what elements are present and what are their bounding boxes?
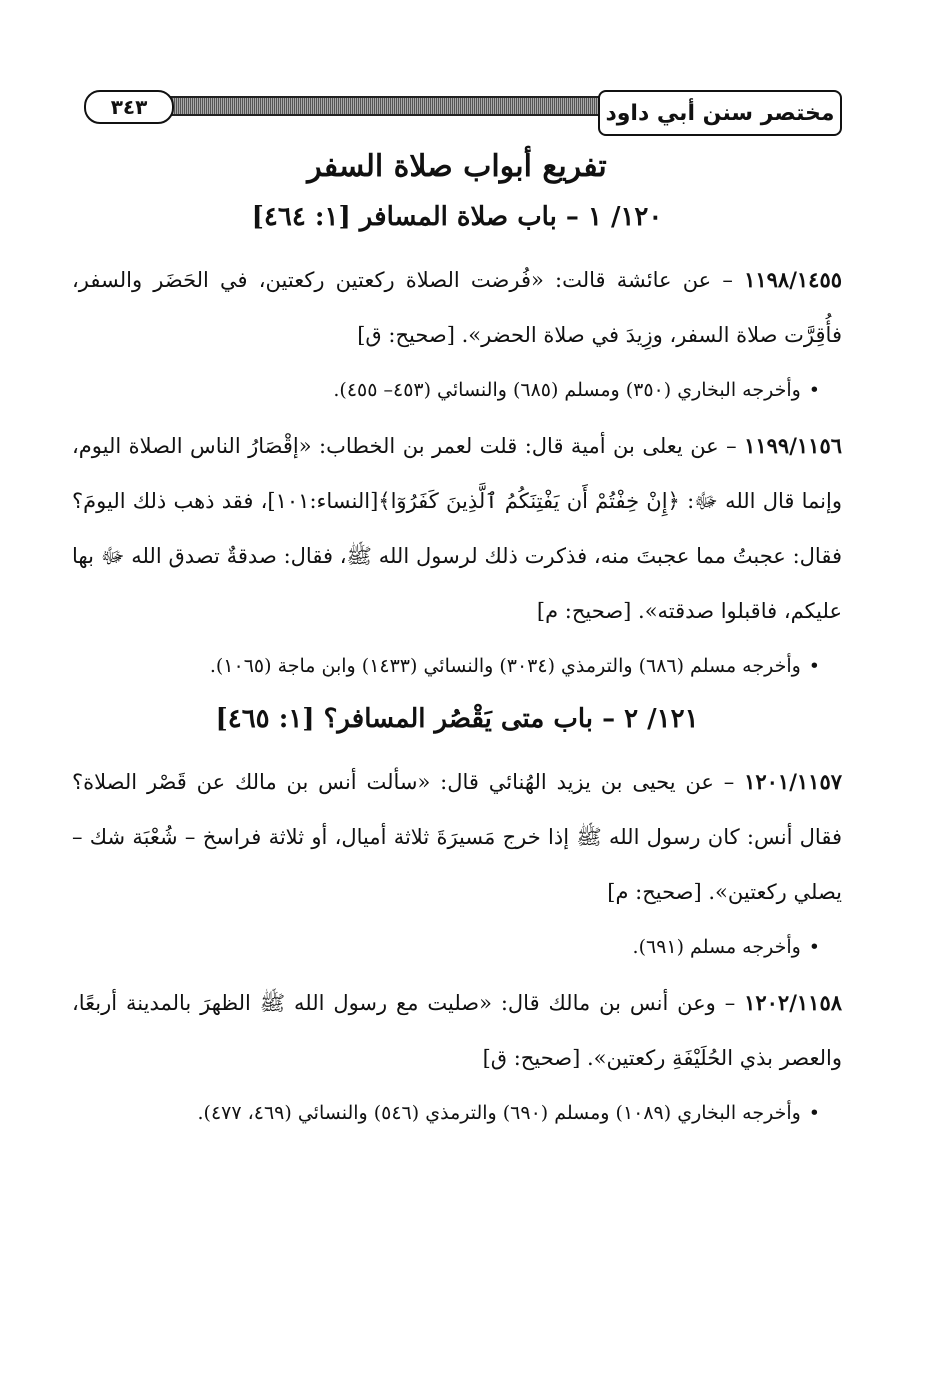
hadith-entry — [72, 252, 842, 363]
hadith-text: – وعن أنس بن مالك قال: «صليت مع رسول الله ﷺ الظهرَ بالمدينة أربعًا، والعصر بذي الحُلَيْفَةِ ركعتين». [صحيح: ق] — [72, 991, 842, 1070]
chapter-heading: ١٢٠/ ١ – باب صلاة المسافر [١: ٤٦٤] — [251, 202, 663, 232]
hadith-number: ١٢٠٢/١١٥٨ — [744, 990, 842, 1015]
hadith-entry — [72, 975, 842, 1086]
takhrij-note: • وأخرجه البخاري (٣٥٠) ومسلم (٦٨٥) والنسائي (٤٥٣– ٤٥٥). — [72, 363, 820, 418]
takhrij-note: • وأخرجه مسلم (٦٨٦) والترمذي (٣٠٣٤) والنسائي (١٤٣٣) وابن ماجة (١٠٦٥). — [72, 639, 820, 694]
book-title: مختصر سنن أبي داود — [598, 90, 842, 136]
takhrij-note: • وأخرجه البخاري (١٠٨٩) ومسلم (٦٩٠) والترمذي (٥٤٦) والنسائي (٤٦٩، ٤٧٧). — [72, 1086, 820, 1141]
hadith-number: ١١٩٨/١٤٥٥ — [744, 267, 842, 292]
page-content — [72, 145, 842, 1141]
hadith-text: – عن يعلى بن أمية قال: قلت لعمر بن الخطاب: «إقْصَارُ الناس الصلاة اليوم، وإنما قال الله ﷻ: ﴿إِنْ خِفْتُمْ أَن يَفْتِنَكُمُ ٱلَّذِينَ كَفَرُوٓا﴾[النساء:١٠١]، فقد ذهب ذلك اليومَ؟ فقال: عجبتُ مما عجبتَ منه، فذكرت ذلك لرسول الله ﷺ، فقال: صدقةٌ تصدق الله ﷻ بها عليكم، فاقبلوا صدقته». [صحيح: م] — [72, 434, 843, 623]
hadith-number: ١٢٠١/١١٥٧ — [744, 769, 842, 794]
chapter-heading: ١٢١/ ٢ – باب متى يَقْصُر المسافر؟ [١: ٤٦٥] — [215, 704, 699, 734]
takhrij-note: • وأخرجه مسلم (٦٩١). — [72, 920, 820, 975]
hadith-entry — [72, 418, 842, 639]
main-title: تفريع أبواب صلاة السفر — [307, 149, 607, 184]
hadith-text: – عن يحيى بن يزيد الهُنائي قال: «سألت أنس بن مالك عن قَصْر الصلاة؟ فقال أنس: كان رسول الله ﷺ إذا خرج مَسيرَةَ ثلاثة أميال، أو ثلاثة فراسخ – شُعْبَة شك – يصلي ركعتين». [صحيح: م] — [72, 770, 842, 904]
page-header — [72, 90, 842, 138]
hadith-entry — [72, 754, 842, 920]
hadith-number: ١١٩٩/١١٥٦ — [744, 433, 842, 458]
hadith-text: – عن عائشة قالت: «فُرضت الصلاة ركعتين ركعتين، في الحَضَر والسفر، فأُقِرَّت صلاة السفر، وزِيدَ في صلاة الحضر». [صحيح: ق] — [72, 268, 842, 347]
page-number: ٣٤٣ — [84, 90, 174, 124]
